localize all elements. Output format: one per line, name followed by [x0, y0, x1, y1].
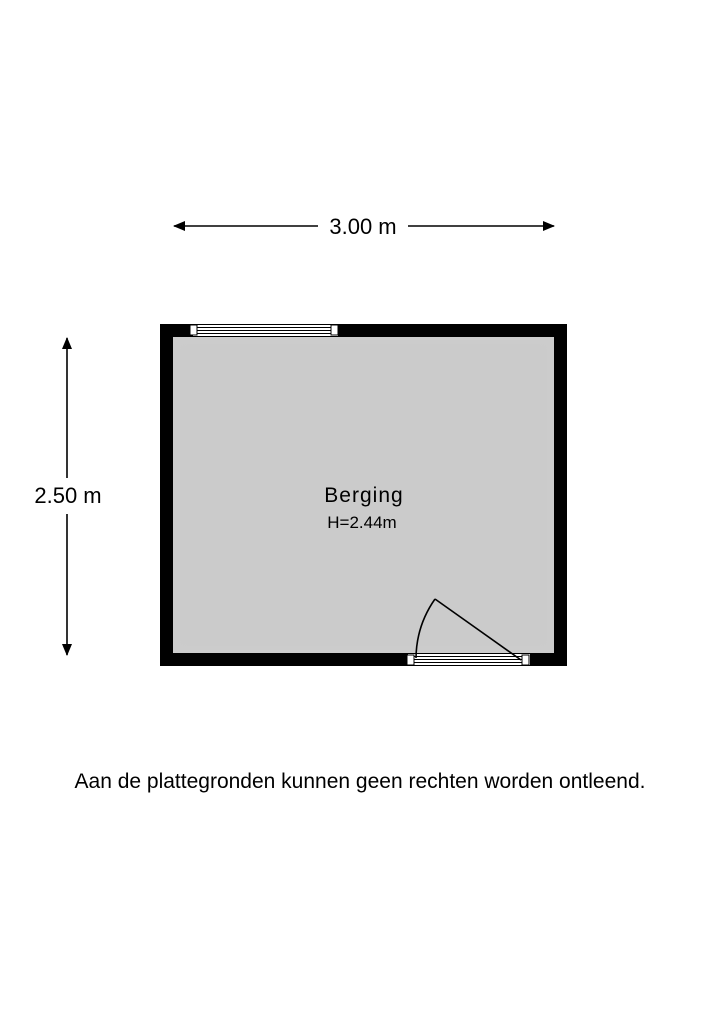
room-name: Berging [324, 484, 404, 507]
height-dimension-label: 2.50 m [34, 483, 102, 508]
room-height: H=2.44m [327, 513, 397, 532]
window-top [190, 325, 338, 336]
window-top-frame-right [331, 325, 338, 335]
width-dimension [174, 214, 554, 239]
width-dimension-label: 3.00 m [329, 214, 397, 239]
window-top-frame-left [190, 325, 197, 335]
door-frame-left [407, 655, 414, 665]
disclaimer-text: Aan de plattegronden kunnen geen rechten worden ontleend. [74, 770, 646, 793]
door-frame-right [522, 655, 529, 665]
height-dimension [34, 338, 101, 655]
